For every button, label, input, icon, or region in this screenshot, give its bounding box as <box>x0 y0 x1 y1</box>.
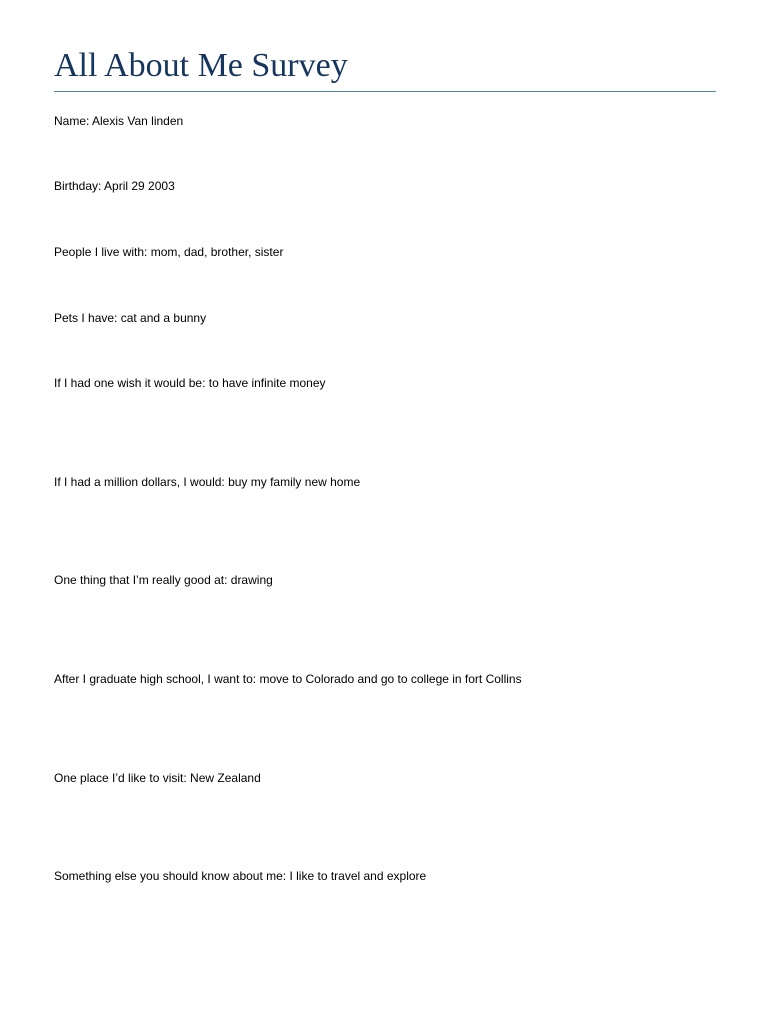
field-good-at: One thing that I’m really good at: drawing <box>54 573 273 587</box>
field-birthday: Birthday: April 29 2003 <box>54 179 175 193</box>
field-something-else: Something else you should know about me: I like to travel and explore <box>54 869 427 883</box>
field-one-wish: If I had one wish it would be: to have infinite money <box>54 376 326 390</box>
field-name: Name: Alexis Van linden <box>54 114 184 128</box>
field-people-i-live-with: People I live with: mom, dad, brother, sister <box>54 245 284 259</box>
field-pets: Pets I have: cat and a bunny <box>54 311 207 325</box>
document-title: All About Me Survey <box>54 47 348 84</box>
field-place-to-visit: One place I’d like to visit: New Zealand <box>54 771 261 785</box>
field-million-dollars: If I had a million dollars, I would: buy my family new home <box>54 475 361 489</box>
field-after-graduation: After I graduate high school, I want to: move to Colorado and go to college in fort Collins <box>54 672 522 686</box>
title-underline <box>54 91 716 92</box>
